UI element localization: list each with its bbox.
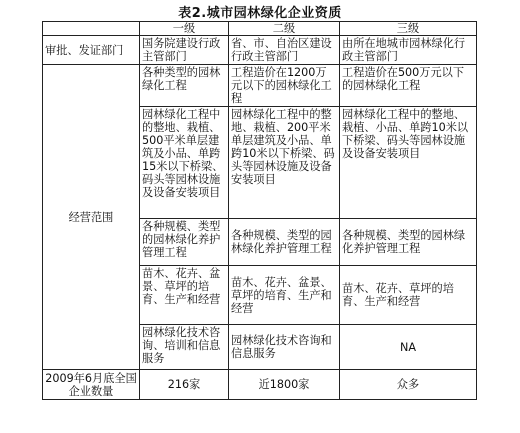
scope-5-level-3: NA: [340, 325, 477, 370]
table-title: 表2.城市园林绿化企业资质: [178, 6, 342, 21]
scope-1-level-1: 各种类型的园林绿化工程: [140, 65, 229, 107]
count-level-3: 众多: [340, 370, 477, 400]
approval-level-3: 由所在地城市园林绿化行政主管部门: [340, 36, 477, 65]
scope-1-level-3: 工程造价在500万元以下的园林绿化工程: [340, 65, 477, 107]
header-corner: [43, 22, 140, 36]
header-level-1: 一级: [140, 22, 229, 36]
qualification-table: [42, 21, 477, 400]
scope-5-level-2: 园林绿化技术咨询和信息服务: [229, 325, 340, 370]
header-level-3: 三级: [340, 22, 477, 36]
approval-level-2: 省、市、自治区建设行政主管部门: [229, 36, 340, 65]
scope-2-level-2: 园林绿化工程中的整地、栽植、200平米单层建筑及小品、单跨10米以下桥梁、码头等园林设施及设备安装项目: [229, 107, 340, 219]
count-label: 2009年6月底全国企业数量: [43, 370, 140, 400]
scope-3-level-2: 各种规模、类型的园林绿化养护管理工程: [229, 219, 340, 266]
count-row: [43, 370, 477, 400]
approval-row: [43, 36, 477, 65]
approval-level-1: 国务院建设行政主管部门: [140, 36, 229, 65]
scope-label: 经营范围: [43, 65, 140, 370]
scope-4-level-1: 苗木、花卉、盆景、草坪的培育、生产和经营: [140, 266, 229, 325]
header-level-2: 二级: [229, 22, 340, 36]
scope-5-level-1: 园林绿化技术咨询、培训和信息服务: [140, 325, 229, 370]
count-level-2: 近1800家: [229, 370, 340, 400]
scope-1-level-2: 工程造价在1200万元以下的园林绿化工程: [229, 65, 340, 107]
scope-2-level-3: 园林绿化工程中的整地、栽植、小品、单跨10米以下桥梁、码头等园林设施及设备安装项目: [340, 107, 477, 219]
scope-3-level-3: 各种规模、类型的园林绿化养护管理工程: [340, 219, 477, 266]
count-level-1: 216家: [140, 370, 229, 400]
scope-4-level-2: 苗木、花卉、盆景、草坪的培育、生产和经营: [229, 266, 340, 325]
scope-4-level-3: 苗木、花卉、草坪的培育、生产和经营: [340, 266, 477, 325]
scope-3-level-1: 各种规模、类型的园林绿化养护管理工程: [140, 219, 229, 266]
scope-2-level-1: 园林绿化工程中的整地、栽植、500平米单层建筑及小品、单跨15米以下桥梁、码头等园林设施及设备安装项目: [140, 107, 229, 219]
approval-label: 审批、发证部门: [43, 36, 140, 65]
scope-row-1: [43, 65, 477, 107]
header-row: [43, 22, 477, 36]
